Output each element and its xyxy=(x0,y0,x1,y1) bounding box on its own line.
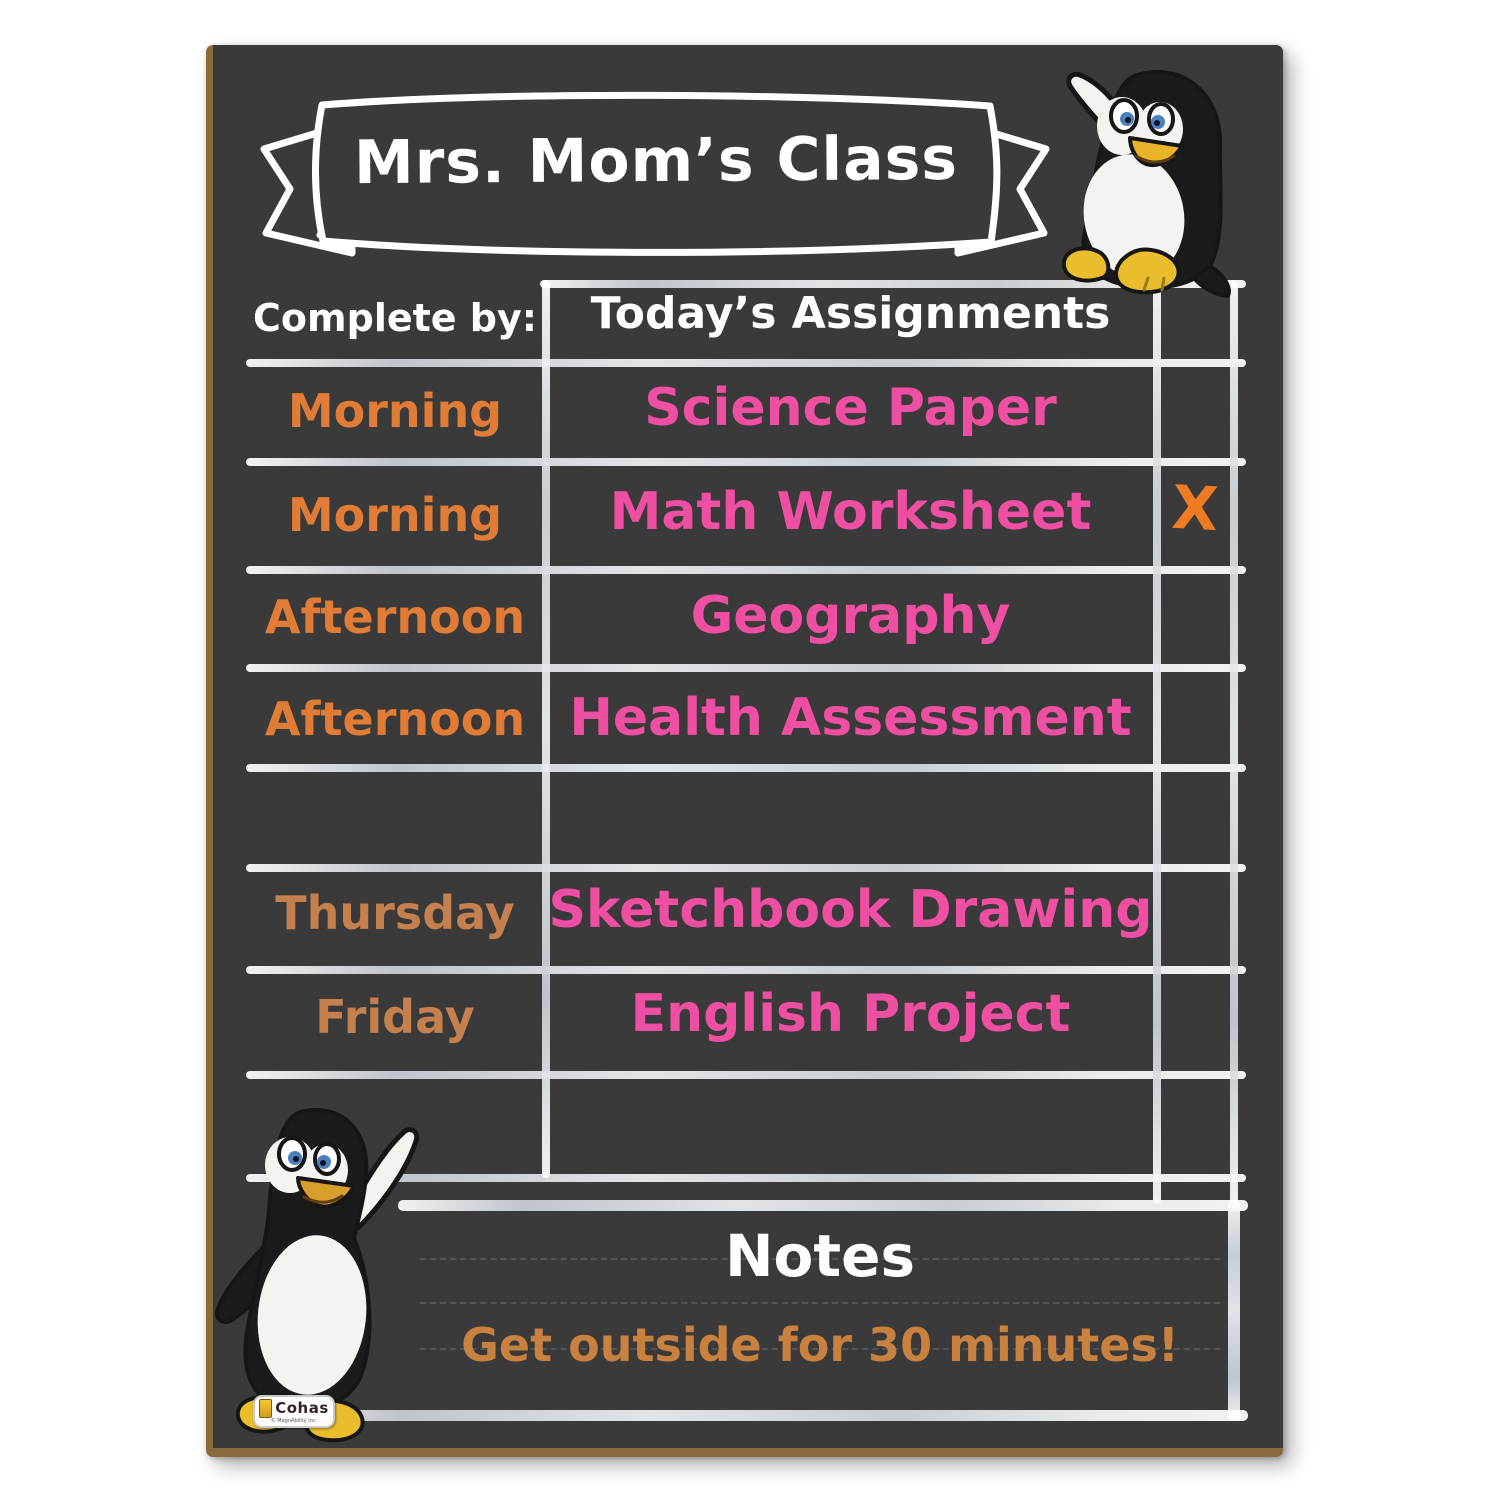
grid-line-check-column-left xyxy=(1153,282,1161,1204)
grid-line xyxy=(246,664,1246,672)
grid-line xyxy=(246,864,1246,872)
row-when-label: Morning xyxy=(287,384,503,438)
grid-line-header xyxy=(246,359,1246,367)
brand-name: Cohas xyxy=(275,1399,329,1417)
row-assignment-label: Geography xyxy=(690,586,1011,646)
notes-ruled-line xyxy=(420,1302,1220,1304)
penguin-sitting-icon xyxy=(1022,46,1272,301)
grid-line-check-column-right xyxy=(1230,280,1238,1204)
row-when-label: Afternoon xyxy=(264,692,526,746)
row-assignment-label: English Project xyxy=(630,984,1071,1044)
grid-line xyxy=(246,1071,1246,1079)
row-assignment-label: Sketchbook Drawing xyxy=(548,880,1153,940)
completion-x-mark: X xyxy=(1170,472,1220,546)
grid-line xyxy=(246,764,1246,772)
row-assignment-label: Science Paper xyxy=(644,378,1057,438)
brand-logo xyxy=(253,1395,335,1428)
column-header-assignments: Today’s Assignments xyxy=(590,288,1111,339)
notes-box-right-border xyxy=(1228,1200,1240,1421)
grid-line xyxy=(246,966,1246,974)
row-when-label: Thursday xyxy=(275,886,515,940)
row-assignment-label: Health Assessment xyxy=(569,688,1132,748)
row-when-label: Friday xyxy=(315,990,475,1044)
notes-heading: Notes xyxy=(725,1222,915,1290)
grid-line xyxy=(246,566,1246,574)
banner-title: Mrs. Mom’s Class xyxy=(353,123,959,199)
notes-box-top-border xyxy=(398,1200,1248,1211)
row-when-label: Afternoon xyxy=(264,590,526,644)
grid-line xyxy=(246,458,1246,466)
row-when-label: Morning xyxy=(287,488,503,542)
brand-subtext: © MagnAbility Inc. xyxy=(270,1418,318,1424)
row-assignment-label: Math Worksheet xyxy=(609,482,1092,542)
notes-message: Get outside for 30 minutes! xyxy=(461,1318,1179,1372)
brand-logo-icon xyxy=(259,1399,272,1418)
column-header-complete-by: Complete by: xyxy=(253,296,537,340)
